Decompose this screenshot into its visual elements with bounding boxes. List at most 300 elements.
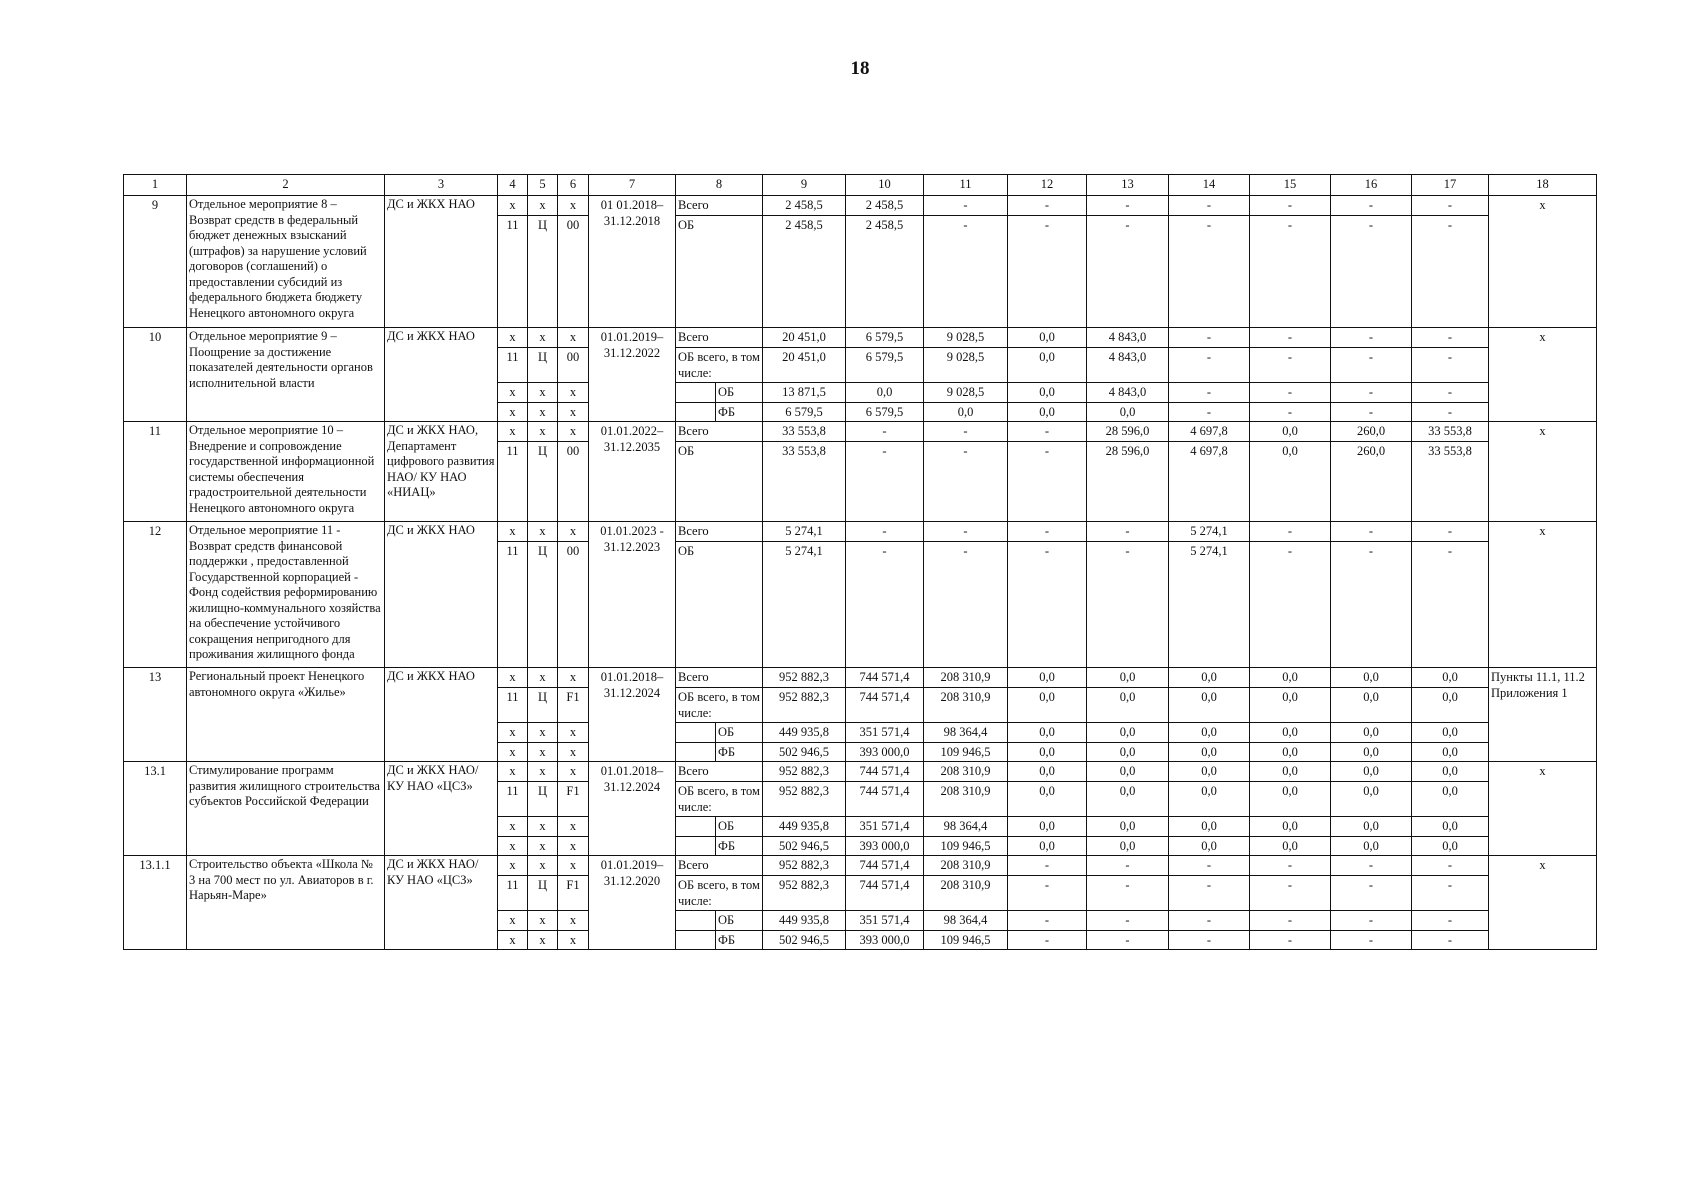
value-cell: 0,0 <box>1008 762 1087 782</box>
value-cell: 109 946,5 <box>924 931 1008 950</box>
value-cell: 0,0 <box>1008 782 1087 817</box>
funding-source: ОБ всего, в том числе: <box>676 782 763 817</box>
code-cell: х <box>528 762 558 782</box>
executor: ДС и ЖКХ НАО/ КУ НАО «ЦСЗ» <box>385 856 498 950</box>
value-cell: 0,0 <box>1169 837 1250 856</box>
value-cell: - <box>1412 542 1489 668</box>
value-cell: 744 571,4 <box>846 856 924 876</box>
value-cell: 0,0 <box>1331 688 1412 723</box>
funding-source: Всего <box>676 422 763 442</box>
code-cell: F1 <box>558 782 589 817</box>
value-cell: - <box>1331 856 1412 876</box>
header-cell: 3 <box>385 175 498 196</box>
header-cell: 17 <box>1412 175 1489 196</box>
header-cell: 7 <box>589 175 676 196</box>
value-cell: - <box>1250 542 1331 668</box>
value-cell: - <box>1250 856 1331 876</box>
note-cell: х <box>1489 196 1597 328</box>
value-cell: - <box>1008 522 1087 542</box>
note-cell: Пункты 11.1, 11.2 Приложения 1 <box>1489 668 1597 762</box>
value-cell: - <box>1331 911 1412 931</box>
code-cell: х <box>528 328 558 348</box>
value-cell: 28 596,0 <box>1087 422 1169 442</box>
code-cell: 11 <box>498 442 528 522</box>
value-cell: 0,0 <box>1008 383 1087 403</box>
funding-source: ОБ <box>676 542 763 668</box>
value-cell: - <box>1087 522 1169 542</box>
program-table <box>123 174 1597 950</box>
value-cell: 502 946,5 <box>763 743 846 762</box>
value-cell: - <box>1331 328 1412 348</box>
value-cell: 744 571,4 <box>846 668 924 688</box>
value-cell: - <box>1331 216 1412 328</box>
code-cell: х <box>558 422 589 442</box>
table-row <box>124 522 1597 542</box>
value-cell: 502 946,5 <box>763 837 846 856</box>
value-cell: 33 553,8 <box>763 422 846 442</box>
value-cell: - <box>1331 403 1412 422</box>
value-cell: 9 028,5 <box>924 348 1008 383</box>
value-cell: - <box>1412 216 1489 328</box>
value-cell: 0,0 <box>1412 782 1489 817</box>
value-cell: 0,0 <box>1250 668 1331 688</box>
code-cell: х <box>558 196 589 216</box>
period: 01.01.2022– 31.12.2035 <box>589 422 676 522</box>
value-cell: 0,0 <box>1087 837 1169 856</box>
value-cell: - <box>1169 383 1250 403</box>
value-cell: 744 571,4 <box>846 782 924 817</box>
funding-source: Всего <box>676 522 763 542</box>
value-cell: 5 274,1 <box>763 542 846 668</box>
value-cell: 952 882,3 <box>763 876 846 911</box>
value-cell: 0,0 <box>1087 762 1169 782</box>
header-cell: 15 <box>1250 175 1331 196</box>
code-cell: х <box>528 856 558 876</box>
value-cell: 208 310,9 <box>924 856 1008 876</box>
code-cell: х <box>498 911 528 931</box>
value-cell: 502 946,5 <box>763 931 846 950</box>
value-cell: 393 000,0 <box>846 931 924 950</box>
header-cell: 10 <box>846 175 924 196</box>
header-cell: 6 <box>558 175 589 196</box>
value-cell: 744 571,4 <box>846 762 924 782</box>
value-cell: 744 571,4 <box>846 876 924 911</box>
value-cell: - <box>1412 196 1489 216</box>
value-cell: 6 579,5 <box>846 328 924 348</box>
value-cell: 0,0 <box>1250 422 1331 442</box>
value-cell: 5 274,1 <box>763 522 846 542</box>
value-cell: - <box>1008 856 1087 876</box>
value-cell: - <box>1250 911 1331 931</box>
value-cell: 6 579,5 <box>846 348 924 383</box>
value-cell: - <box>1412 403 1489 422</box>
value-cell: 0,0 <box>1331 817 1412 837</box>
code-cell: 11 <box>498 782 528 817</box>
header-cell: 16 <box>1331 175 1412 196</box>
funding-source: ФБ <box>716 931 763 950</box>
blank-cell <box>676 837 716 856</box>
value-cell: 952 882,3 <box>763 668 846 688</box>
header-cell: 12 <box>1008 175 1087 196</box>
row-number: 11 <box>124 422 187 522</box>
header-cell: 8 <box>676 175 763 196</box>
value-cell: - <box>1331 542 1412 668</box>
code-cell: 00 <box>558 348 589 383</box>
table-row <box>124 762 1597 782</box>
code-cell: F1 <box>558 688 589 723</box>
row-number: 10 <box>124 328 187 422</box>
value-cell: 0,0 <box>1169 817 1250 837</box>
code-cell: х <box>558 762 589 782</box>
value-cell: 9 028,5 <box>924 383 1008 403</box>
blank-cell <box>676 723 716 743</box>
value-cell: - <box>1008 931 1087 950</box>
code-cell: Ц <box>528 348 558 383</box>
code-cell: х <box>498 743 528 762</box>
value-cell: - <box>1169 216 1250 328</box>
value-cell: 109 946,5 <box>924 837 1008 856</box>
value-cell: 0,0 <box>1008 688 1087 723</box>
funding-source: ОБ всего, в том числе: <box>676 688 763 723</box>
code-cell: 11 <box>498 348 528 383</box>
value-cell: - <box>1008 442 1087 522</box>
period: 01.01.2018– 31.12.2024 <box>589 762 676 856</box>
funding-source: ФБ <box>716 403 763 422</box>
funding-source: ОБ <box>716 723 763 743</box>
note-cell: х <box>1489 762 1597 856</box>
code-cell: х <box>558 817 589 837</box>
funding-source: Всего <box>676 856 763 876</box>
period: 01.01.2018– 31.12.2024 <box>589 668 676 762</box>
value-cell: 0,0 <box>1169 723 1250 743</box>
activity-name: Отдельное мероприятие 8 – Возврат средств в федеральный бюджет денежных взысканий (штрафов) за нарушение условий договоров (соглашений) о предоставлении субсидий из федерального бюджета бюджету Ненецкого автономного округа <box>187 196 385 328</box>
value-cell: 449 935,8 <box>763 911 846 931</box>
value-cell: - <box>1412 931 1489 950</box>
value-cell: - <box>1169 328 1250 348</box>
value-cell: 0,0 <box>1331 782 1412 817</box>
value-cell: - <box>846 422 924 442</box>
code-cell: х <box>498 383 528 403</box>
value-cell: 4 843,0 <box>1087 328 1169 348</box>
value-cell: - <box>1008 542 1087 668</box>
header-cell: 18 <box>1489 175 1597 196</box>
value-cell: 0,0 <box>1331 723 1412 743</box>
value-cell: 2 458,5 <box>763 196 846 216</box>
value-cell: - <box>1087 856 1169 876</box>
value-cell: 0,0 <box>1008 328 1087 348</box>
code-cell: х <box>528 911 558 931</box>
value-cell: 0,0 <box>1331 743 1412 762</box>
value-cell: - <box>1087 931 1169 950</box>
value-cell: - <box>1087 542 1169 668</box>
funding-source: ОБ <box>716 911 763 931</box>
value-cell: 0,0 <box>1169 743 1250 762</box>
code-cell: х <box>528 931 558 950</box>
funding-source: ОБ всего, в том числе: <box>676 876 763 911</box>
code-cell: Ц <box>528 782 558 817</box>
value-cell: - <box>1008 422 1087 442</box>
code-cell: х <box>498 856 528 876</box>
value-cell: - <box>1250 216 1331 328</box>
blank-cell <box>676 743 716 762</box>
code-cell: 00 <box>558 216 589 328</box>
activity-name: Строительство объекта «Школа № 3 на 700 мест по ул. Авиаторов в г. Нарьян-Маре» <box>187 856 385 950</box>
value-cell: - <box>1250 403 1331 422</box>
blank-cell <box>676 817 716 837</box>
blank-cell <box>676 403 716 422</box>
code-cell: Ц <box>528 216 558 328</box>
value-cell: 449 935,8 <box>763 723 846 743</box>
note-cell: х <box>1489 328 1597 422</box>
code-cell: х <box>498 931 528 950</box>
value-cell: 0,0 <box>846 383 924 403</box>
table-row <box>124 422 1597 442</box>
value-cell: 20 451,0 <box>763 328 846 348</box>
code-cell: х <box>558 723 589 743</box>
code-cell: х <box>528 383 558 403</box>
value-cell: 0,0 <box>1008 723 1087 743</box>
value-cell: 33 553,8 <box>763 442 846 522</box>
code-cell: Ц <box>528 688 558 723</box>
value-cell: 0,0 <box>1331 762 1412 782</box>
table-row <box>124 328 1597 348</box>
value-cell: - <box>1331 348 1412 383</box>
code-cell: х <box>558 743 589 762</box>
value-cell: 0,0 <box>1412 762 1489 782</box>
header-row <box>124 175 1597 196</box>
code-cell: х <box>498 817 528 837</box>
value-cell: - <box>1331 522 1412 542</box>
code-cell: х <box>558 668 589 688</box>
value-cell: 0,0 <box>1331 837 1412 856</box>
table-row <box>124 668 1597 688</box>
value-cell: 0,0 <box>1412 817 1489 837</box>
value-cell: - <box>1169 196 1250 216</box>
code-cell: х <box>498 522 528 542</box>
value-cell: - <box>1169 876 1250 911</box>
value-cell: 208 310,9 <box>924 762 1008 782</box>
value-cell: 2 458,5 <box>846 196 924 216</box>
code-cell: х <box>558 383 589 403</box>
value-cell: 0,0 <box>1169 782 1250 817</box>
value-cell: 351 571,4 <box>846 723 924 743</box>
value-cell: - <box>1169 856 1250 876</box>
activity-name: Стимулирование программ развития жилищного строительства субъектов Российской Федерации <box>187 762 385 856</box>
funding-source: ОБ <box>676 442 763 522</box>
code-cell: 00 <box>558 442 589 522</box>
value-cell: 33 553,8 <box>1412 422 1489 442</box>
value-cell: 952 882,3 <box>763 782 846 817</box>
code-cell: Ц <box>528 442 558 522</box>
funding-source: ОБ всего, в том числе: <box>676 348 763 383</box>
executor: ДС и ЖКХ НАО/ КУ НАО «ЦСЗ» <box>385 762 498 856</box>
header-cell: 9 <box>763 175 846 196</box>
value-cell: 0,0 <box>1412 743 1489 762</box>
value-cell: 4 843,0 <box>1087 348 1169 383</box>
value-cell: - <box>1169 348 1250 383</box>
code-cell: х <box>528 723 558 743</box>
value-cell: - <box>1008 216 1087 328</box>
value-cell: 0,0 <box>1250 762 1331 782</box>
period: 01.01.2019– 31.12.2022 <box>589 328 676 422</box>
period: 01 01.2018– 31.12.2018 <box>589 196 676 328</box>
activity-name: Отдельное мероприятие 10 – Внедрение и сопровождение государственной информационной системы обеспечения градостроительной деятельности Ненецкого автономного округа <box>187 422 385 522</box>
value-cell: - <box>924 216 1008 328</box>
value-cell: - <box>1008 876 1087 911</box>
header-cell: 13 <box>1087 175 1169 196</box>
value-cell: - <box>1412 383 1489 403</box>
value-cell: 4 697,8 <box>1169 442 1250 522</box>
value-cell: 351 571,4 <box>846 817 924 837</box>
code-cell: 00 <box>558 542 589 668</box>
funding-source: Всего <box>676 762 763 782</box>
value-cell: 98 364,4 <box>924 817 1008 837</box>
executor: ДС и ЖКХ НАО, Департамент цифрового развития НАО/ КУ НАО «НИАЦ» <box>385 422 498 522</box>
funding-source: Всего <box>676 328 763 348</box>
value-cell: - <box>1008 196 1087 216</box>
funding-source: ФБ <box>716 837 763 856</box>
value-cell: 0,0 <box>1412 668 1489 688</box>
value-cell: - <box>1412 522 1489 542</box>
value-cell: 5 274,1 <box>1169 542 1250 668</box>
value-cell: 33 553,8 <box>1412 442 1489 522</box>
value-cell: 260,0 <box>1331 422 1412 442</box>
value-cell: 0,0 <box>1412 837 1489 856</box>
value-cell: - <box>1087 876 1169 911</box>
value-cell: 6 579,5 <box>763 403 846 422</box>
header-cell: 2 <box>187 175 385 196</box>
value-cell: - <box>1412 876 1489 911</box>
code-cell: х <box>528 422 558 442</box>
executor: ДС и ЖКХ НАО <box>385 196 498 328</box>
value-cell: - <box>1250 931 1331 950</box>
header-cell: 5 <box>528 175 558 196</box>
code-cell: 11 <box>498 876 528 911</box>
value-cell: 0,0 <box>1087 688 1169 723</box>
value-cell: 0,0 <box>1250 442 1331 522</box>
value-cell: 28 596,0 <box>1087 442 1169 522</box>
value-cell: 0,0 <box>1008 403 1087 422</box>
value-cell: - <box>924 542 1008 668</box>
value-cell: - <box>1250 328 1331 348</box>
code-cell: х <box>528 522 558 542</box>
value-cell: 0,0 <box>1250 743 1331 762</box>
funding-source: Всего <box>676 668 763 688</box>
code-cell: х <box>498 422 528 442</box>
row-number: 13.1 <box>124 762 187 856</box>
value-cell: 2 458,5 <box>846 216 924 328</box>
value-cell: 0,0 <box>1250 837 1331 856</box>
value-cell: 0,0 <box>1250 688 1331 723</box>
value-cell: 13 871,5 <box>763 383 846 403</box>
blank-cell <box>676 911 716 931</box>
value-cell: - <box>846 442 924 522</box>
value-cell: 4 697,8 <box>1169 422 1250 442</box>
value-cell: 0,0 <box>1008 817 1087 837</box>
code-cell: х <box>558 522 589 542</box>
value-cell: - <box>1087 216 1169 328</box>
blank-cell <box>676 931 716 950</box>
value-cell: - <box>1412 911 1489 931</box>
value-cell: 208 310,9 <box>924 876 1008 911</box>
code-cell: Ц <box>528 542 558 668</box>
value-cell: - <box>846 522 924 542</box>
value-cell: - <box>1250 522 1331 542</box>
value-cell: 0,0 <box>1412 688 1489 723</box>
funding-source: ОБ <box>716 817 763 837</box>
value-cell: 0,0 <box>1169 688 1250 723</box>
value-cell: 0,0 <box>1008 837 1087 856</box>
value-cell: 351 571,4 <box>846 911 924 931</box>
value-cell: 208 310,9 <box>924 782 1008 817</box>
code-cell: х <box>498 403 528 422</box>
code-cell: х <box>528 817 558 837</box>
code-cell: х <box>498 762 528 782</box>
header-cell: 4 <box>498 175 528 196</box>
header-cell: 11 <box>924 175 1008 196</box>
value-cell: - <box>1250 348 1331 383</box>
value-cell: 98 364,4 <box>924 911 1008 931</box>
value-cell: 5 274,1 <box>1169 522 1250 542</box>
value-cell: 109 946,5 <box>924 743 1008 762</box>
value-cell: - <box>1169 911 1250 931</box>
value-cell: 393 000,0 <box>846 837 924 856</box>
value-cell: - <box>1412 328 1489 348</box>
period: 01.01.2023 - 31.12.2023 <box>589 522 676 668</box>
funding-source: ОБ <box>716 383 763 403</box>
code-cell: х <box>528 743 558 762</box>
code-cell: х <box>558 328 589 348</box>
value-cell: 952 882,3 <box>763 688 846 723</box>
value-cell: 0,0 <box>1169 668 1250 688</box>
row-number: 12 <box>124 522 187 668</box>
funding-source: Всего <box>676 196 763 216</box>
table-row <box>124 196 1597 216</box>
value-cell: - <box>924 442 1008 522</box>
value-cell: - <box>924 422 1008 442</box>
value-cell: - <box>1250 383 1331 403</box>
funding-source: ОБ <box>676 216 763 328</box>
value-cell: - <box>846 542 924 668</box>
value-cell: 0,0 <box>1250 782 1331 817</box>
code-cell: х <box>558 856 589 876</box>
code-cell: F1 <box>558 876 589 911</box>
executor: ДС и ЖКХ НАО <box>385 328 498 422</box>
value-cell: - <box>1331 931 1412 950</box>
period: 01.01.2019– 31.12.2020 <box>589 856 676 950</box>
value-cell: - <box>1331 196 1412 216</box>
value-cell: 20 451,0 <box>763 348 846 383</box>
code-cell: 11 <box>498 216 528 328</box>
row-number: 13.1.1 <box>124 856 187 950</box>
value-cell: - <box>1250 876 1331 911</box>
value-cell: - <box>924 196 1008 216</box>
activity-name: Региональный проект Ненецкого автономного округа «Жилье» <box>187 668 385 762</box>
code-cell: 11 <box>498 688 528 723</box>
value-cell: 260,0 <box>1331 442 1412 522</box>
value-cell: 393 000,0 <box>846 743 924 762</box>
value-cell: 208 310,9 <box>924 688 1008 723</box>
code-cell: х <box>498 668 528 688</box>
value-cell: - <box>1412 856 1489 876</box>
value-cell: 2 458,5 <box>763 216 846 328</box>
code-cell: х <box>558 931 589 950</box>
value-cell: - <box>1331 876 1412 911</box>
value-cell: 4 843,0 <box>1087 383 1169 403</box>
value-cell: 9 028,5 <box>924 328 1008 348</box>
value-cell: 0,0 <box>1250 817 1331 837</box>
value-cell: 449 935,8 <box>763 817 846 837</box>
